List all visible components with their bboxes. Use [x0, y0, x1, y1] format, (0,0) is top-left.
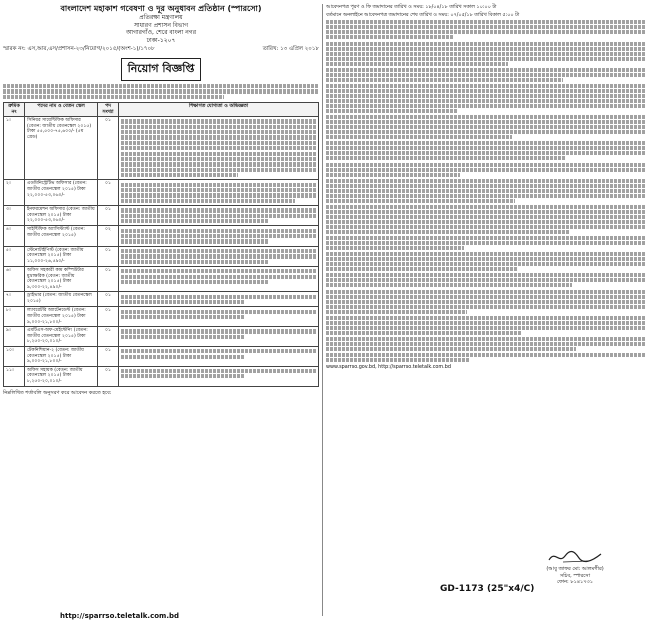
- qualification-text-line: [121, 295, 316, 299]
- qualification-text-line: [121, 146, 316, 150]
- term-text-line: [326, 168, 646, 172]
- header-post-name: পদের নাম ও বেতন স্কেল: [25, 102, 98, 116]
- term-text-line: [326, 262, 646, 266]
- row-post-count: ০২: [98, 226, 119, 246]
- row-post-name: ইনফরমেশন অফিসার (বেতন: জাতীয় বেতনস্কেল ২০১৫) টাকা ২২,০০০-৫৩,০৬০/-: [25, 206, 98, 226]
- row-post-name: সিনিয়র সায়েন্টিফিক অফিসার (বেতন: জাতীয় বেতনস্কেল ২০১৫) টাকা ৫৫,৫০০-৭৫,৬০০/- (৫ম গ্রেড): [25, 117, 98, 180]
- term-text-line: [326, 125, 646, 129]
- term-paragraph: [326, 236, 646, 250]
- table-row: [4, 267, 319, 292]
- ad-code: GD-1173 (25"x4/C): [440, 584, 535, 594]
- row-serial: ৯।: [4, 327, 25, 347]
- qualification-text-line: [121, 254, 316, 258]
- deadline-note: বর্তমানে অনলাইনে আবেদনপত্র জমাদানের শেষ তারিখ ও সময়: ০৭/০৫/১৮ তারিখ বিকাল ৫:০০ টা: [326, 12, 520, 19]
- table-row: [4, 180, 319, 206]
- left-footer-note: নিম্নলিখিত শর্তাবলি অনুসরণ করে আবেদন করতে হবে:: [3, 389, 112, 396]
- qualification-text-line: [121, 239, 269, 243]
- term-text-line: [326, 184, 646, 188]
- row-serial: ৩।: [4, 206, 25, 226]
- term-text-line: [326, 130, 646, 134]
- header-post-count: পদ সংখ্যা: [98, 102, 119, 116]
- qualification-text-line: [121, 249, 316, 253]
- term-text-line: [326, 347, 576, 351]
- row-qualification: [119, 327, 319, 347]
- header-qualification: শিক্ষাগত যোগ্যতা ও অভিজ্ঞতা: [119, 102, 319, 116]
- qualification-text-line: [121, 219, 269, 223]
- term-text-line: [326, 179, 646, 183]
- signatory-phone: ফোন: ৮১৪১৭৩১: [556, 579, 594, 585]
- qualification-text-line: [121, 183, 316, 187]
- qualification-text-line: [121, 374, 244, 378]
- qualification-text-line: [121, 188, 316, 192]
- term-text-line: [326, 94, 646, 98]
- qualification-text-line: [121, 234, 316, 238]
- term-text-line: [326, 163, 646, 167]
- term-text-line: [326, 25, 646, 29]
- term-text-line: [326, 337, 646, 341]
- term-text-line: [326, 194, 646, 198]
- row-qualification: [119, 117, 319, 180]
- term-paragraph: [326, 42, 646, 66]
- term-text-line: [326, 104, 646, 108]
- table-header-row: [4, 102, 319, 116]
- table-row: [4, 307, 319, 327]
- qualification-text-line: [121, 168, 316, 172]
- term-paragraph: [326, 353, 646, 362]
- term-text-line: [326, 35, 454, 39]
- term-text-line: [326, 205, 646, 209]
- row-post-count: ০১: [98, 327, 119, 347]
- row-qualification: [119, 267, 319, 292]
- term-text-line: [326, 358, 470, 362]
- row-post-count: ০১: [98, 117, 119, 180]
- table-row: [4, 226, 319, 246]
- term-text-line: [326, 42, 646, 46]
- notice-header: [3, 4, 319, 44]
- intro-paragraph: [3, 84, 319, 99]
- term-text-line: [326, 310, 467, 314]
- term-text-line: [326, 278, 646, 282]
- term-text-line: [326, 267, 518, 271]
- term-paragraph: [326, 20, 646, 39]
- qualification-text-line: [121, 369, 316, 373]
- term-text-line: [326, 68, 646, 72]
- row-qualification: [119, 292, 319, 307]
- row-serial: ২।: [4, 180, 25, 206]
- signatory-name: (আবু জাফর মো: আলমগীর): [546, 566, 604, 572]
- posts-table: [3, 102, 319, 387]
- qualification-text-line: [121, 310, 316, 314]
- header-serial: ক্রমিক নং: [4, 102, 25, 116]
- notice-title: নিয়োগ বিজ্ঞপ্তি: [121, 58, 201, 81]
- qualification-text-line: [121, 260, 269, 264]
- term-text-line: [326, 141, 646, 145]
- row-serial: ৭।: [4, 292, 25, 307]
- table-row: [4, 366, 319, 386]
- term-paragraph: [326, 337, 646, 351]
- table-row: [4, 117, 319, 180]
- term-paragraph: [326, 141, 646, 160]
- qualification-text-line: [121, 162, 316, 166]
- term-paragraph: [326, 84, 646, 113]
- term-text-line: [326, 305, 646, 309]
- term-text-line: [326, 273, 646, 277]
- row-serial: ১০।: [4, 346, 25, 366]
- row-post-name: টেকনিশিয়ান-২ (বেতন: জাতীয় বেতনস্কেল ২০১৫) টাকা ৯,০০০-২১,৮০০/-: [25, 346, 98, 366]
- row-post-count: ০১: [98, 366, 119, 386]
- row-post-name: স্টেনোটাইপিস্ট (বেতন: জাতীয় বেতনস্কেল ২০১৫) টাকা ১১,০০০-২৬,৫৯০/-: [25, 246, 98, 266]
- signature-block: [520, 548, 630, 586]
- term-text-line: [326, 109, 457, 113]
- row-qualification: [119, 206, 319, 226]
- row-post-count: ০১: [98, 346, 119, 366]
- row-qualification: [119, 180, 319, 206]
- row-serial: ৫।: [4, 246, 25, 266]
- table-row: [4, 346, 319, 366]
- term-paragraph: [326, 316, 646, 335]
- row-serial: ১১।: [4, 366, 25, 386]
- qualification-text-line: [121, 141, 316, 145]
- memo-row: [3, 46, 319, 54]
- term-text-line: [326, 236, 646, 240]
- qualification-text-line: [121, 280, 269, 284]
- office-address: আগারগাঁও, শেরে বাংলা নগর: [125, 29, 197, 36]
- term-text-line: [326, 342, 646, 346]
- table-row: [4, 327, 319, 347]
- term-text-line: [326, 246, 464, 250]
- term-paragraph: [326, 179, 646, 203]
- term-text-line: [326, 225, 646, 229]
- term-text-line: [326, 199, 515, 203]
- term-text-line: [326, 189, 646, 193]
- row-post-name: সাইন্টিফিক অ্যাসিস্ট্যান্ট (বেতন: জাতীয় বেতনস্কেল ২০১৫): [25, 226, 98, 246]
- term-text-line: [326, 52, 646, 56]
- term-paragraph: [326, 290, 646, 314]
- term-paragraph: [326, 115, 646, 139]
- row-serial: ৮।: [4, 307, 25, 327]
- row-post-count: ০১: [98, 180, 119, 206]
- notice-date: তারিখ: ১৩ এপ্রিল ২০১৮: [262, 46, 319, 52]
- term-text-line: [326, 220, 646, 224]
- signature-icon: [545, 548, 605, 566]
- term-text-line: [326, 230, 569, 234]
- term-text-line: [326, 78, 563, 82]
- qualification-text-line: [121, 193, 316, 197]
- qualification-text-line: [121, 214, 316, 218]
- row-post-name: ড্রাইভার (বেতন: জাতীয় বেতনস্কেল ২০১৫): [25, 292, 98, 307]
- term-text-line: [326, 47, 646, 51]
- term-text-line: [326, 252, 646, 256]
- term-text-line: [326, 30, 646, 34]
- row-post-name: ল্যাবরেটরি অ্যাটেনডেন্ট (বেতন: জাতীয় বেতনস্কেল ২০১৫) টাকা ৯,০০০-২১,৮০০/-: [25, 307, 98, 327]
- term-text-line: [326, 20, 646, 24]
- term-text-line: [326, 316, 646, 320]
- term-paragraph: [326, 273, 646, 287]
- qualification-text-line: [121, 275, 316, 279]
- row-serial: ১।: [4, 117, 25, 180]
- row-post-count: ০১: [98, 307, 119, 327]
- row-qualification: [119, 246, 319, 266]
- application-dates: আবেদনপত্র পূরণ ও ফি জমাদানের তারিখ ও সময়: ১৮/০৪/১৮ তারিখ সকাল ১০:০০ টা: [326, 4, 497, 10]
- qualification-text-line: [121, 152, 316, 156]
- term-text-line: [326, 115, 646, 119]
- qualification-text-line: [121, 208, 316, 212]
- terms-list: [326, 20, 646, 362]
- term-text-line: [326, 215, 646, 219]
- qualification-text-line: [121, 355, 244, 359]
- qualification-text-line: [121, 329, 316, 333]
- row-serial: ৪।: [4, 226, 25, 246]
- row-qualification: [119, 346, 319, 366]
- row-post-name: এমটিএস-অফ-মেইন্টেনিং (বেতন: জাতীয় বেতনস্কেল ২০১৫) টাকা ৮,২৫০-২০,০১০/-: [25, 327, 98, 347]
- term-text-line: [326, 331, 521, 335]
- qualification-text-line: [121, 119, 316, 123]
- term-text-line: [326, 89, 646, 93]
- left-column: [3, 4, 319, 398]
- qualification-text-line: [121, 157, 316, 161]
- qualification-text-line: [121, 173, 238, 177]
- term-paragraph: [326, 163, 646, 177]
- term-text-line: [326, 57, 646, 61]
- term-text-line: [326, 321, 646, 325]
- row-qualification: [119, 307, 319, 327]
- term-text-line: [326, 353, 646, 357]
- row-post-count: ০১: [98, 292, 119, 307]
- qualification-text-line: [121, 315, 244, 319]
- row-post-name: এডমিনিস্ট্রেটিভ অফিসার (বেতন: জাতীয় বেতনস্কেল ২০১৫) টাকা ২২,০০০-৫৩,০৬০/-: [25, 180, 98, 206]
- term-text-line: [326, 290, 646, 294]
- column-divider: [322, 4, 323, 616]
- term-text-line: [326, 210, 646, 214]
- signatory-designation: সচিব, স্পারসো: [559, 572, 591, 579]
- row-serial: ৬।: [4, 267, 25, 292]
- term-paragraph: [326, 252, 646, 271]
- term-text-line: [326, 84, 646, 88]
- qualification-text-line: [121, 269, 316, 273]
- term-text-line: [326, 173, 460, 177]
- division-name: সাধারণ প্রশাসন বিভাগ: [133, 21, 189, 29]
- row-qualification: [119, 366, 319, 386]
- qualification-text-line: [121, 349, 316, 353]
- term-text-line: [326, 295, 646, 299]
- ministry-name: প্রতিরক্ষা মন্ত্রণালয়: [139, 14, 183, 21]
- term-text-line: [326, 135, 512, 139]
- term-text-line: [326, 156, 566, 160]
- term-paragraph: [326, 68, 646, 82]
- term-text-line: [326, 62, 508, 66]
- posts-table-body: [4, 117, 319, 386]
- row-post-name: অফিস সহকারী কাম কম্পিউটার মুদ্রাক্ষরিক (বেতন: জাতীয় বেতনস্কেল ২০১৫) টাকা ৯,৩০০-২২,৪৯০/-: [25, 267, 98, 292]
- qualification-text-line: [121, 125, 316, 129]
- term-text-line: [326, 326, 646, 330]
- row-qualification: [119, 226, 319, 246]
- qualification-text-line: [121, 135, 316, 139]
- qualification-text-line: [121, 335, 244, 339]
- term-text-line: [326, 241, 646, 245]
- memo-number: স্মারক নং: এস,আর,এস/প্রশাসন-২৩/নিয়োগ/২০১৫/(অংশ-১)/১৭০৮: [3, 46, 155, 52]
- row-post-count: ০১: [98, 206, 119, 226]
- table-row: [4, 292, 319, 307]
- table-row: [4, 246, 319, 266]
- website-url[interactable]: http://sparrso.teletalk.com.bd: [60, 612, 179, 620]
- right-column: [326, 4, 646, 373]
- qualification-text-line: [121, 300, 244, 304]
- organization-name: বাংলাদেশ মহাকাশ গবেষণা ও দূর অনুধাবন প্রতিষ্ঠান (স্পারসো): [60, 4, 262, 13]
- term-paragraph: [326, 205, 646, 234]
- table-row: [4, 206, 319, 226]
- term-text-line: [326, 146, 646, 150]
- term-text-line: [326, 99, 646, 103]
- term-text-line: [326, 73, 646, 77]
- row-post-count: ০১: [98, 267, 119, 292]
- website-links[interactable]: www.sparrso.gov.bd, http://sparrso.teletalk.com.bd: [326, 364, 451, 371]
- term-text-line: [326, 120, 646, 124]
- term-text-line: [326, 283, 572, 287]
- office-city: ঢাকা-১২০৭: [146, 36, 176, 44]
- term-text-line: [326, 151, 646, 155]
- qualification-text-line: [121, 229, 316, 233]
- term-text-line: [326, 257, 646, 261]
- row-post-name: অফিস সহায়ক (বেতন: জাতীয় বেতনস্কেল ২০১৫) টাকা ৮,২৫০-২০,০১০/-: [25, 366, 98, 386]
- qualification-text-line: [121, 130, 316, 134]
- row-post-count: ০১: [98, 246, 119, 266]
- term-text-line: [326, 300, 646, 304]
- qualification-text-line: [121, 199, 295, 203]
